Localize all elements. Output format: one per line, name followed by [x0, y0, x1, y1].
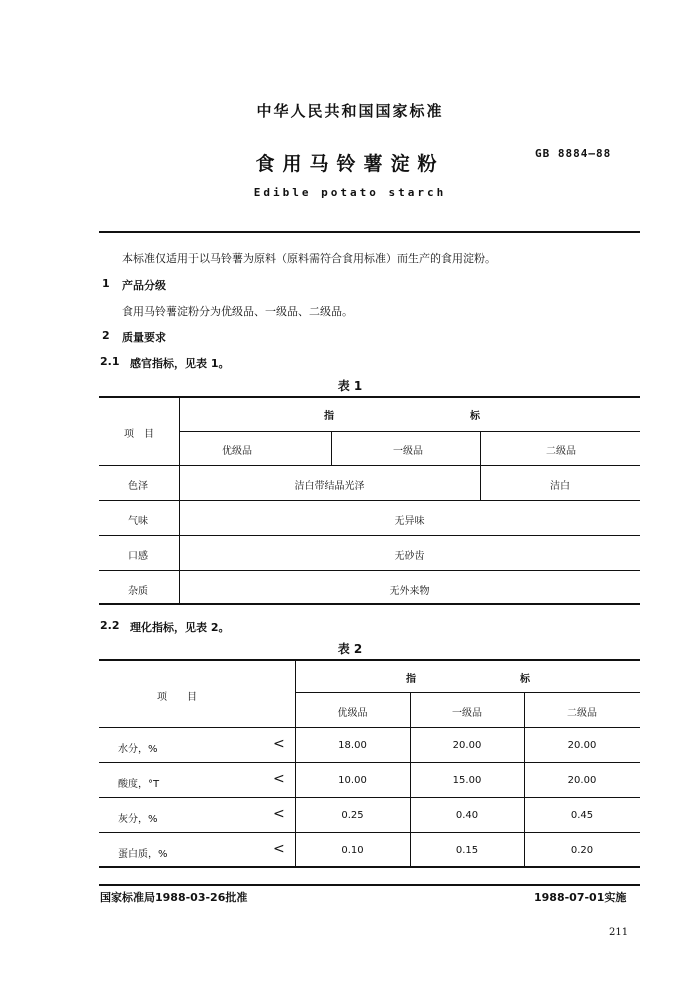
approval-date: 国家标准局1988-03-26批准 — [100, 891, 248, 904]
table-2-row-operator: < — [273, 841, 285, 857]
intro-paragraph: 本标准仅适用于以马铃薯为原料（原料需符合食用标准）而生产的食用淀粉。 — [122, 252, 496, 265]
section-1-title: 产品分级 — [122, 279, 166, 292]
table-1-row-value: 无外来物 — [389, 586, 430, 597]
footer-rule — [99, 884, 640, 886]
english-title: Edible potato starch — [253, 186, 447, 199]
section-2-2-text: 理化指标，见表 2。 — [130, 621, 230, 634]
table-2-row-value: 20.00 — [567, 740, 597, 751]
table-2-row-value: 0.45 — [570, 810, 594, 821]
table-2-row-operator: < — [273, 736, 285, 752]
table-1-item-header: 项 目 — [124, 429, 154, 440]
table-2-row-value: 18.00 — [338, 740, 367, 751]
section-1-text: 食用马铃薯淀粉分为优级品、一级品、二级品。 — [122, 305, 353, 318]
table-1-row-value: 无异味 — [394, 516, 425, 527]
table-2-row-value: 20.00 — [452, 740, 482, 751]
section-2-title: 质量要求 — [122, 331, 166, 344]
table-2-row-value: 0.20 — [570, 845, 594, 856]
table-2-grade-1: 优级品 — [337, 708, 368, 719]
table-2-grade-2: 一级品 — [452, 708, 482, 719]
table-2-row-item: 水分，% — [118, 744, 158, 755]
table-1-index-header-right: 标 — [470, 411, 480, 422]
table-2-row-value: 0.40 — [455, 810, 479, 821]
table-2-row-operator: < — [273, 806, 285, 822]
section-2-2-number: 2.2 — [100, 619, 120, 632]
table-2-grade-3: 二级品 — [567, 708, 597, 719]
table-1-index-header-left: 指 — [324, 411, 334, 422]
national-standard-heading: 中华人民共和国国家标准 — [256, 102, 444, 120]
table-2-row-operator: < — [273, 771, 285, 787]
table-1-row-last-value: 洁白 — [550, 481, 570, 492]
table-1-row-item: 气味 — [128, 516, 148, 527]
table-2-row-value: 20.00 — [567, 775, 597, 786]
table-2-item-header: 项 目 — [157, 692, 197, 703]
standard-number: GB 8884—88 — [535, 147, 612, 160]
table-1-grade-1: 优级品 — [222, 446, 252, 457]
table-2-row-value: 0.10 — [341, 845, 364, 856]
table-1-grade-2: 一级品 — [393, 446, 423, 457]
table-1-caption: 表 1 — [337, 379, 363, 393]
table-2-row-item: 蛋白质，% — [118, 849, 168, 860]
table-1-row-item: 色泽 — [128, 481, 148, 492]
table-1-row-value: 无砂齿 — [394, 551, 425, 562]
table-2-row-value: 15.00 — [452, 775, 482, 786]
table-2-row-item: 酸度，°T — [118, 779, 160, 790]
section-2-number: 2 — [102, 329, 110, 342]
table-1-grade-3: 二级品 — [546, 446, 576, 457]
table-2-index-header-right: 标 — [520, 674, 530, 685]
section-2-1-text: 感官指标，见表 1。 — [130, 357, 230, 370]
table-2-index-header-left: 指 — [406, 674, 416, 685]
table-2-row-value: 0.15 — [455, 845, 479, 856]
table-1-row-merged-value: 洁白带结晶光泽 — [294, 481, 365, 492]
table-2-caption: 表 2 — [337, 642, 363, 656]
page-number: 211 — [609, 927, 629, 938]
effective-date: 1988-07-01实施 — [534, 891, 627, 904]
section-1-number: 1 — [102, 277, 110, 290]
table-2-row-value: 0.25 — [341, 810, 364, 821]
header-rule — [99, 231, 640, 233]
table-1-row-item: 杂质 — [128, 586, 148, 597]
table-2-row-item: 灰分，% — [118, 814, 158, 825]
document-title: 食用马铃薯淀粉 — [255, 153, 445, 175]
table-1-row-item: 口感 — [128, 551, 148, 562]
table-2-row-value: 10.00 — [338, 775, 367, 786]
section-2-1-number: 2.1 — [100, 355, 120, 368]
